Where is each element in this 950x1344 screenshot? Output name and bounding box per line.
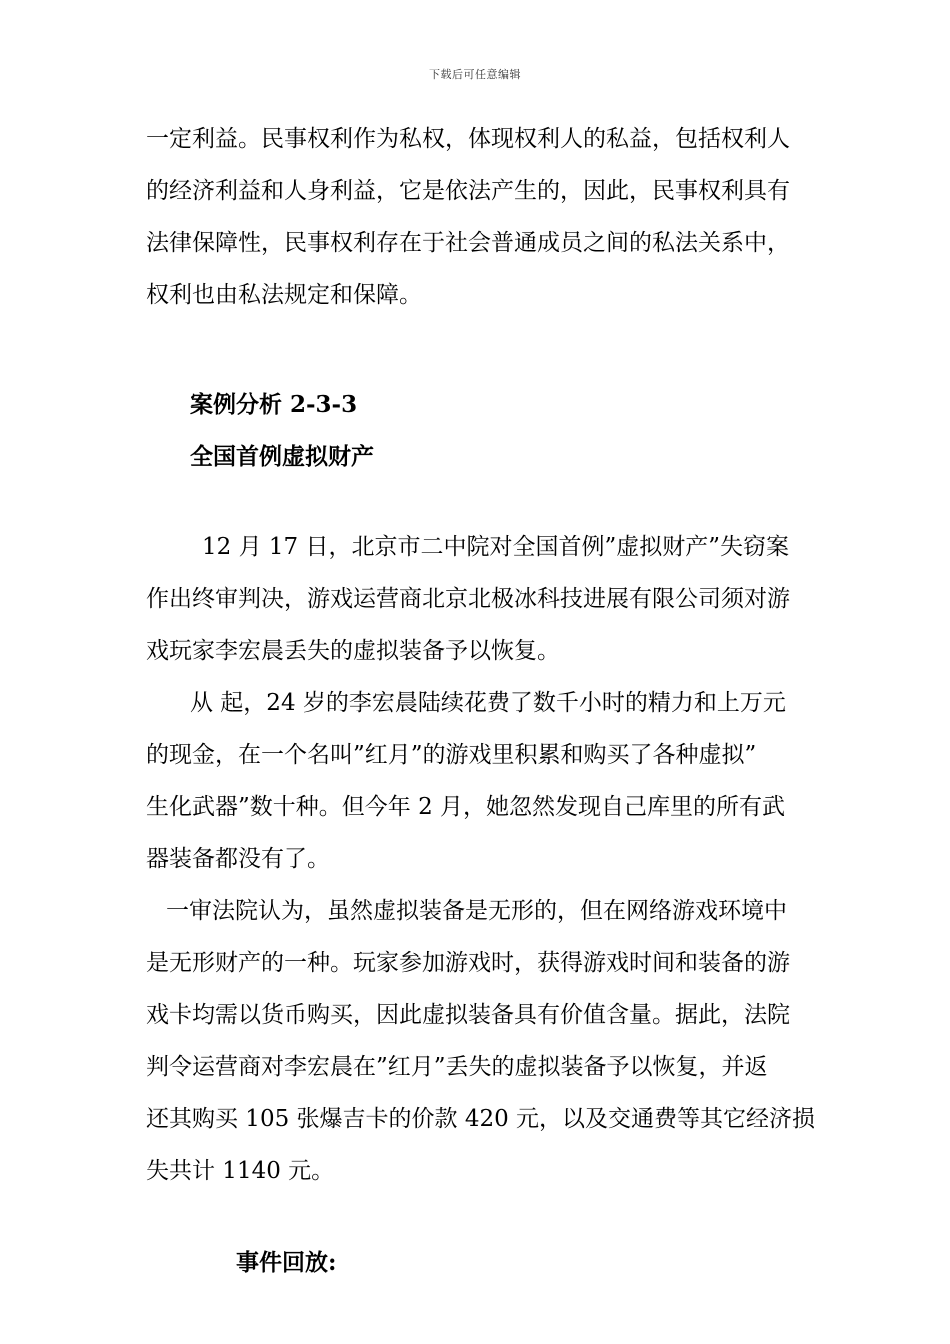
paragraph-line: 戏卡均需以货币购买，因此虚拟装备具有价值含量。据此，法院 [146, 1002, 790, 1028]
spacer [146, 483, 810, 521]
paragraph-line: 还其购买 105 张爆吉卡的价款 420 元，以及交通费等其它经济损 [146, 1106, 816, 1132]
events-heading: 事件回放: [236, 1249, 337, 1276]
paragraph-line: 判令运营商对李宏晨在”红月”丢失的虚拟装备予以恢复，并返 [146, 1054, 768, 1080]
paragraph-verdict [146, 521, 810, 677]
paragraph-line: 的现金，在一个名叫”红月”的游戏里积累和购买了各种虚拟” [146, 742, 757, 768]
intro-line: 权利也由私法规定和保障。 [146, 282, 422, 308]
intro-line: 法律保障性，民事权利存在于社会普通成员之间的私法关系中， [146, 230, 790, 256]
paragraph-line: 失共计 1140 元。 [146, 1158, 335, 1184]
paragraph-line: 从 起，24 岁的李宏晨陆续花费了数千小时的精力和上万元 [190, 690, 786, 716]
case-label: 案例分析 2-3-3 [190, 391, 358, 418]
paragraph-line: 是无形财产的一种。玩家参加游戏时，获得游戏时间和装备的游 [146, 950, 790, 976]
paragraph-background [146, 677, 810, 885]
paragraph-line: 戏玩家李宏晨丢失的虚拟装备予以恢复。 [146, 638, 560, 664]
paragraph-line: 器装备都没有了。 [146, 846, 330, 872]
paragraph-line: 生化武器”数十种。但今年 2 月，她忽然发现自己库里的所有武 [146, 794, 786, 820]
paragraph-line: 作出终审判决，游戏运营商北京北极冰科技进展有限公司须对游 [146, 586, 790, 612]
intro-line: 的经济利益和人身利益，它是依法产生的，因此，民事权利具有 [146, 178, 790, 204]
spacer [146, 321, 810, 379]
spacer [146, 1197, 810, 1237]
case-title: 全国首例虚拟财产 [190, 443, 374, 470]
paragraph-line: 12 月 17 日，北京市二中院对全国首例”虚拟财产”失窃案 [202, 534, 789, 560]
intro-paragraph [146, 113, 810, 321]
document-body [146, 113, 816, 1289]
paragraph-line: 一审法院认为，虽然虚拟装备是无形的，但在网络游戏环境中 [166, 898, 787, 924]
intro-line: 一定利益。民事权利作为私权，体现权利人的私益，包括权利人 [146, 126, 790, 152]
paragraph-ruling [146, 885, 816, 1197]
header-note: 下载后可任意编辑 [429, 68, 521, 81]
